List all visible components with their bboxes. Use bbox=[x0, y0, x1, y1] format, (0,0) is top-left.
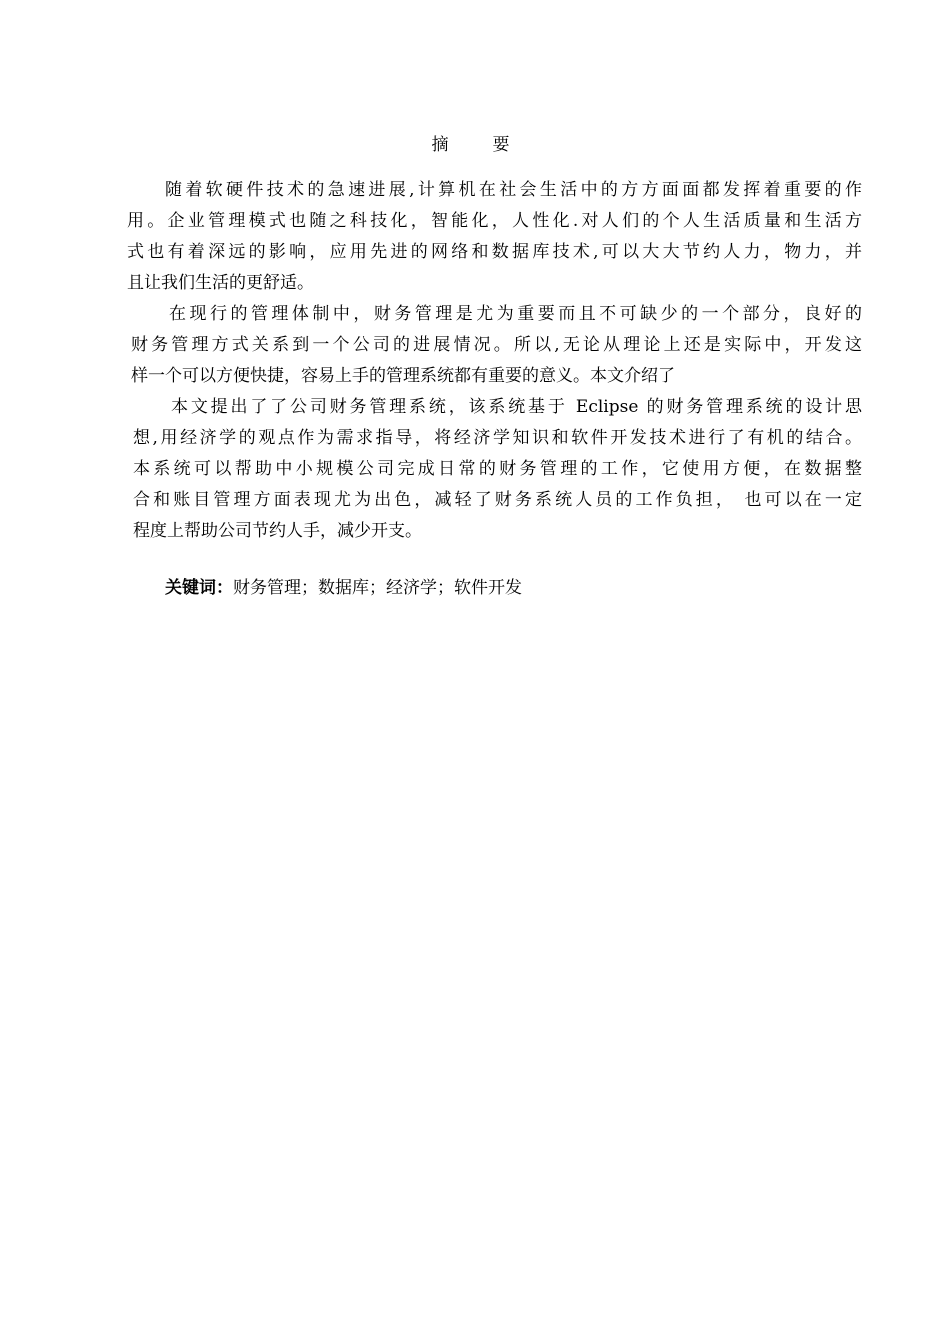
text-line: 式也有着深远的影响，应用先进的网络和数据库技术,可以大大节约人力，物力，并 bbox=[127, 242, 862, 262]
paragraph-1 bbox=[127, 175, 862, 299]
abstract-body bbox=[127, 175, 862, 547]
abstract-title: 摘要 bbox=[431, 135, 554, 155]
text-line: 用。企业管理模式也随之科技化，智能化，人性化.对人们的个人生活质量和生活方 bbox=[127, 211, 862, 231]
paragraph-2 bbox=[127, 299, 862, 392]
text-line: 本文提出了了公司财务管理系统，该系统基于 Eclipse 的财务管理系统的设计思 bbox=[171, 397, 862, 417]
keywords-value: 财务管理；数据库；经济学；软件开发 bbox=[233, 578, 522, 598]
text-line: 随着软硬件技术的急速进展,计算机在社会生活中的方方面面都发挥着重要的作 bbox=[165, 180, 862, 200]
keywords-line bbox=[165, 573, 522, 604]
text-line: 本系统可以帮助中小规模公司完成日常的财务管理的工作，它使用方便，在数据整 bbox=[133, 459, 862, 479]
keywords-label: 关键词： bbox=[165, 578, 233, 598]
text-line: 且让我们生活的更舒适。 bbox=[127, 273, 314, 293]
text-line: 想,用经济学的观点作为需求指导，将经济学知识和软件开发技术进行了有机的结合。 bbox=[133, 428, 862, 448]
paragraph-3 bbox=[127, 392, 862, 547]
text-line: 在现行的管理体制中，财务管理是尤为重要而且不可缺少的一个部分，良好的 bbox=[169, 304, 862, 324]
text-line: 程度上帮助公司节约人手，减少开支。 bbox=[133, 521, 422, 541]
text-line: 财务管理方式关系到一个公司的进展情况。所以,无论从理论上还是实际中，开发这 bbox=[131, 335, 862, 355]
text-line: 合和账目管理方面表现尤为出色，减轻了财务系统人员的工作负担， 也可以在一定 bbox=[133, 490, 862, 510]
text-line: 样一个可以方便快捷，容易上手的管理系统都有重要的意义。本文介绍了 bbox=[131, 366, 675, 386]
